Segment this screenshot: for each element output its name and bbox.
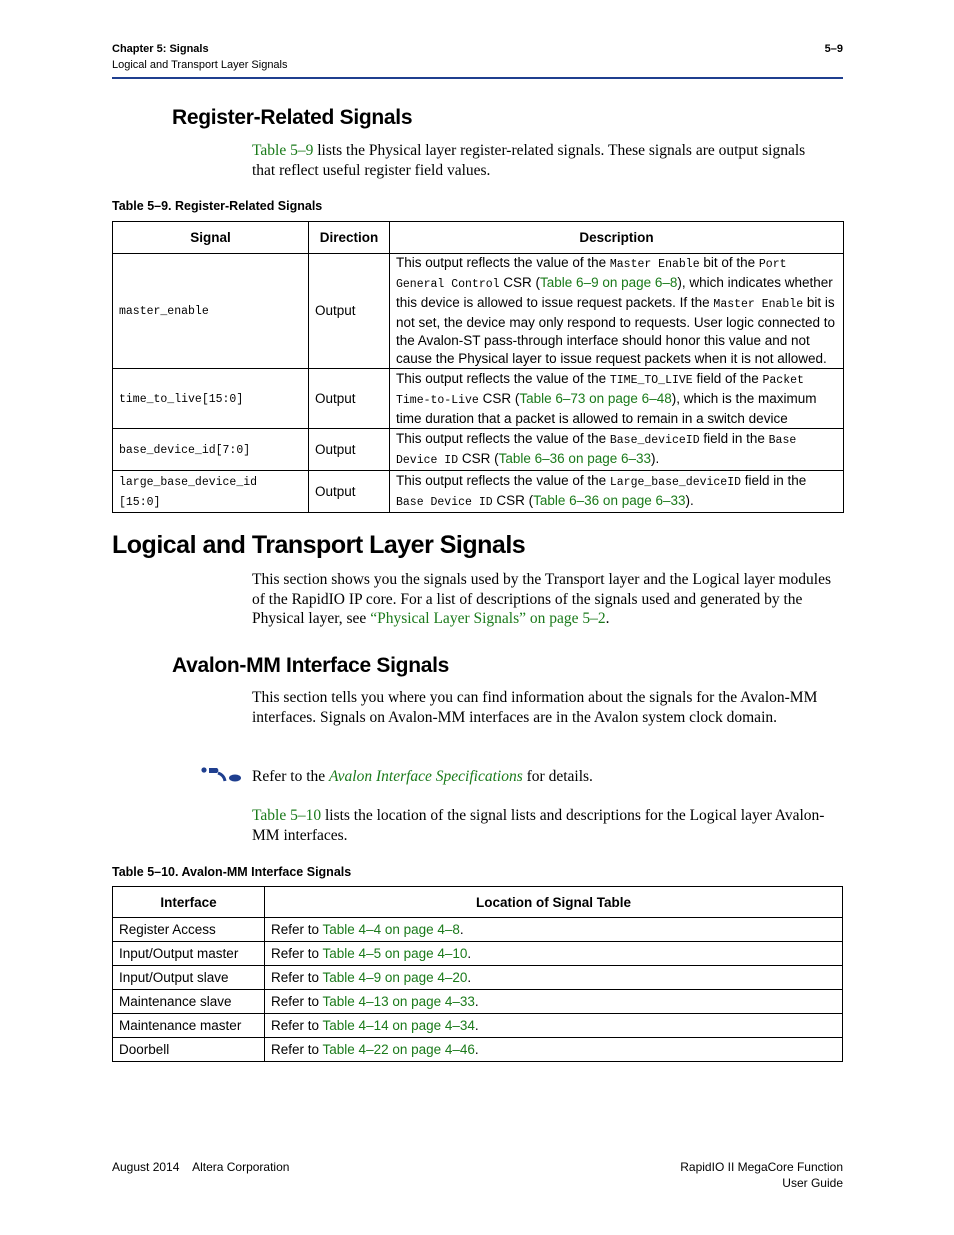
table-row	[113, 942, 843, 966]
table-header-row	[113, 887, 843, 918]
location-cell: Refer to Table 4–14 on page 4–34.	[265, 1014, 843, 1038]
signal-name: large_base_device_id [15:0]	[119, 475, 258, 509]
table-row	[113, 254, 844, 369]
table-row	[113, 1038, 843, 1062]
col-header-direction: Direction	[309, 222, 390, 254]
table-row	[113, 966, 843, 990]
cross-ref-link[interactable]: Table 4–4 on page 4–8	[322, 921, 460, 937]
footer-date-company: August 2014 Altera Corporation	[112, 1160, 290, 1174]
footer-product: RapidIO II MegaCore Function	[680, 1160, 843, 1174]
avalon-note: Refer to the Avalon Interface Specifications for details.	[252, 768, 593, 785]
chapter-title: Chapter 5: Signals	[112, 43, 209, 55]
section-subtitle: Logical and Transport Layer Signals	[112, 59, 288, 71]
cross-ref-link[interactable]: Table 4–14 on page 4–34	[322, 1017, 475, 1033]
arrow-note-icon	[200, 766, 242, 784]
table-5-10-intro	[252, 806, 832, 845]
interface-cell: Doorbell	[113, 1038, 265, 1062]
table-row	[113, 471, 844, 513]
location-cell: Refer to Table 4–9 on page 4–20.	[265, 966, 843, 990]
direction-cell: Output	[309, 254, 390, 369]
interface-cell: Maintenance master	[113, 1014, 265, 1038]
location-cell: Refer to Table 4–5 on page 4–10.	[265, 942, 843, 966]
signal-name: base_device_id[7:0]	[119, 443, 251, 457]
interface-cell: Register Access	[113, 918, 265, 942]
location-cell: Refer to Table 4–4 on page 4–8.	[265, 918, 843, 942]
signal-cell	[113, 254, 309, 369]
page-number: 5–9	[824, 43, 843, 55]
logical-section-title: Logical and Transport Layer Signals	[112, 531, 526, 559]
col-header-location: Location of Signal Table	[265, 887, 843, 918]
avalon-interface-table	[112, 886, 843, 1062]
register-intro	[252, 141, 832, 180]
register-signals-table	[112, 221, 844, 513]
signal-cell	[113, 429, 309, 471]
table-header-row	[113, 222, 844, 254]
table-5-10-link[interactable]: Table 5–10	[252, 807, 322, 824]
interface-cell: Input/Output master	[113, 942, 265, 966]
signal-name: master_enable	[119, 305, 209, 318]
table-row	[113, 429, 844, 471]
direction-cell: Output	[309, 471, 390, 513]
interface-cell: Maintenance slave	[113, 990, 265, 1014]
cross-ref-link[interactable]: Table 4–9 on page 4–20	[322, 969, 468, 985]
description-cell: This output reflects the value of the TIME_TO_LIVE field of the Packet Time-to-Live CSR (Table 6–73 on page 6–48), which is the maximum time duration that a packet is allowed to remain in a switch device	[390, 369, 844, 429]
cross-ref-link[interactable]: Table 4–5 on page 4–10	[322, 945, 468, 961]
physical-layer-signals-link[interactable]: “Physical Layer Signals” on page 5–2	[370, 610, 606, 627]
footer-doc-type: User Guide	[782, 1176, 843, 1190]
logical-intro-text: This section shows you the signals used by the Transport layer and the Logical layer modules of the RapidIO IP core. For a list of descriptions of the signals used and generated by the Physical layer, see	[252, 571, 832, 627]
cross-ref-link[interactable]: Table 6–36 on page 6–33	[533, 492, 686, 508]
table-5-9-link[interactable]: Table 5–9	[252, 142, 314, 159]
interface-cell: Input/Output slave	[113, 966, 265, 990]
cross-ref-link[interactable]: Table 6–73 on page 6–48	[519, 390, 672, 406]
table-row	[113, 918, 843, 942]
signal-name: time_to_live[15:0]	[119, 392, 244, 406]
location-cell: Refer to Table 4–13 on page 4–33.	[265, 990, 843, 1014]
register-intro-text: lists the Physical layer register-related signals. These signals are output signals that reflect useful register field values.	[252, 142, 806, 179]
direction-cell: Output	[309, 429, 390, 471]
table-row	[113, 990, 843, 1014]
logical-intro: This section shows you the signals used by the Transport layer and the Logical layer modules of the RapidIO IP core. For a list of descriptions of the signals used and generated by the Physical layer, see “Physical Layer Signals” on page 5–2.	[252, 571, 832, 627]
avalon-spec-link[interactable]: Avalon Interface Specifications	[329, 768, 523, 785]
cross-ref-link[interactable]: Table 4–13 on page 4–33	[322, 993, 475, 1009]
description-cell: This output reflects the value of the Master Enable bit of the Port General Control CSR (Table 6–9 on page 6–8), which indicates whether this device is allowed to issue request packets. If the Master Enable bit is not set, the device may only respond to requests. User logic connected to the Avalon-ST pass-through interface should honor this value and not cause the Physical layer to issue request packets when it is not allowed.	[390, 254, 844, 369]
cross-ref-link[interactable]: Table 4–22 on page 4–46	[322, 1041, 475, 1057]
description-cell: This output reflects the value of the Large_base_deviceID field in the Base Device ID CSR (Table 6–36 on page 6–33).	[390, 471, 844, 513]
signal-cell	[113, 369, 309, 429]
header-rule	[112, 77, 843, 79]
direction-cell: Output	[309, 369, 390, 429]
col-header-interface: Interface	[113, 887, 265, 918]
table-5-9-caption: Table 5–9. Register-Related Signals	[112, 199, 323, 213]
col-header-description: Description	[390, 222, 844, 254]
cross-ref-link[interactable]: Table 6–9 on page 6–8	[540, 275, 678, 290]
table-row	[113, 1014, 843, 1038]
signal-cell	[113, 471, 309, 513]
avalon-section-title: Avalon-MM Interface Signals	[172, 654, 450, 677]
location-cell: Refer to Table 4–22 on page 4–46.	[265, 1038, 843, 1062]
table-5-10-intro-text: lists the location of the signal lists and descriptions for the Logical layer Avalon-MM interfaces.	[252, 807, 825, 844]
description-cell: This output reflects the value of the Base_deviceID field in the Base Device ID CSR (Table 6–36 on page 6–33).	[390, 429, 844, 471]
col-header-signal: Signal	[113, 222, 309, 254]
avalon-intro: This section tells you where you can find information about the signals for the Avalon-MM interfaces. Signals on Avalon-MM interfaces are in the Avalon system clock domain.	[252, 689, 818, 726]
register-section-title: Register-Related Signals	[172, 106, 413, 129]
cross-ref-link[interactable]: Table 6–36 on page 6–33	[498, 450, 652, 466]
table-row	[113, 369, 844, 429]
table-5-10-caption: Table 5–10. Avalon-MM Interface Signals	[112, 865, 352, 879]
